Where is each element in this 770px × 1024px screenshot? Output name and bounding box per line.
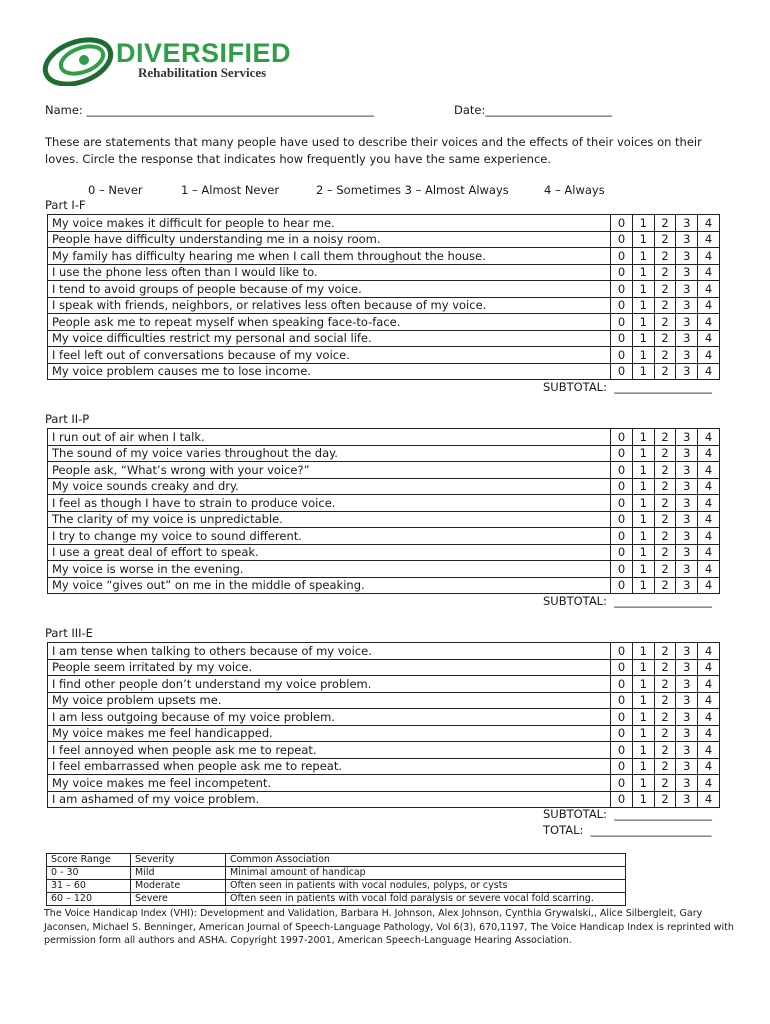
question-row: [48, 281, 720, 298]
response-option-2[interactable]: 2: [654, 347, 676, 364]
response-option-3[interactable]: 3: [676, 577, 698, 594]
part-2-subtotal[interactable]: SUBTOTAL: _________________: [543, 594, 713, 608]
response-option-2[interactable]: 2: [654, 330, 676, 347]
score-range: 31 – 60: [47, 880, 131, 893]
response-option-1[interactable]: 1: [632, 215, 654, 232]
response-option-1[interactable]: 1: [632, 692, 654, 709]
response-option-1[interactable]: 1: [632, 725, 654, 742]
question-text: The clarity of my voice is unpredictable.: [48, 511, 611, 528]
response-option-1[interactable]: 1: [632, 791, 654, 808]
response-option-0[interactable]: 0: [611, 742, 633, 759]
response-option-0[interactable]: 0: [611, 462, 633, 479]
response-option-4[interactable]: 4: [698, 676, 720, 693]
response-option-0[interactable]: 0: [611, 330, 633, 347]
question-row: [48, 462, 720, 479]
response-option-1[interactable]: 1: [632, 248, 654, 265]
instructions-text: These are statements that many people have used to describe their voices and the effects of their voices on their loves. Circle the response that indicates how frequently you have the same experience.: [45, 135, 702, 166]
question-text: My voice makes me feel incompetent.: [48, 775, 611, 792]
response-option-3[interactable]: 3: [676, 231, 698, 248]
response-option-3[interactable]: 3: [676, 725, 698, 742]
response-option-3[interactable]: 3: [676, 561, 698, 578]
question-row: [48, 758, 720, 775]
question-text: People have difficulty understanding me in a noisy room.: [48, 231, 611, 248]
response-option-2[interactable]: 2: [654, 264, 676, 281]
question-text: I feel left out of conversations because of my voice.: [48, 347, 611, 364]
question-text: I tend to avoid groups of people because of my voice.: [48, 281, 611, 298]
response-option-2[interactable]: 2: [654, 528, 676, 545]
question-text: My voice difficulties restrict my personal and social life.: [48, 330, 611, 347]
response-option-4[interactable]: 4: [698, 478, 720, 495]
question-row: [48, 231, 720, 248]
response-option-3[interactable]: 3: [676, 347, 698, 364]
response-option-0[interactable]: 0: [611, 725, 633, 742]
score-header-association: Common Association: [226, 854, 626, 867]
question-text: The sound of my voice varies throughout the day.: [48, 445, 611, 462]
response-option-1[interactable]: 1: [632, 528, 654, 545]
response-option-4[interactable]: 4: [698, 692, 720, 709]
question-text: My voice “gives out” on me in the middle of speaking.: [48, 577, 611, 594]
response-option-1[interactable]: 1: [632, 775, 654, 792]
response-option-0[interactable]: 0: [611, 758, 633, 775]
response-option-3[interactable]: 3: [676, 758, 698, 775]
response-option-2[interactable]: 2: [654, 248, 676, 265]
question-row: [48, 215, 720, 232]
response-option-3[interactable]: 3: [676, 281, 698, 298]
total-field[interactable]: TOTAL: _____________________: [543, 823, 712, 837]
response-option-4[interactable]: 4: [698, 363, 720, 380]
question-row: [48, 643, 720, 660]
response-option-3[interactable]: 3: [676, 429, 698, 446]
question-text: I use a great deal of effort to speak.: [48, 544, 611, 561]
question-text: My family has difficulty hearing me when I call them throughout the house.: [48, 248, 611, 265]
response-option-3[interactable]: 3: [676, 709, 698, 726]
response-option-1[interactable]: 1: [632, 659, 654, 676]
question-text: My voice is worse in the evening.: [48, 561, 611, 578]
response-option-4[interactable]: 4: [698, 215, 720, 232]
response-option-3[interactable]: 3: [676, 445, 698, 462]
response-option-1[interactable]: 1: [632, 264, 654, 281]
response-option-4[interactable]: 4: [698, 791, 720, 808]
response-option-2[interactable]: 2: [654, 314, 676, 331]
response-option-0[interactable]: 0: [611, 215, 633, 232]
response-option-1[interactable]: 1: [632, 758, 654, 775]
response-option-0[interactable]: 0: [611, 314, 633, 331]
response-option-2[interactable]: 2: [654, 742, 676, 759]
response-option-2[interactable]: 2: [654, 231, 676, 248]
question-row: [48, 561, 720, 578]
response-option-1[interactable]: 1: [632, 297, 654, 314]
response-option-0[interactable]: 0: [611, 445, 633, 462]
response-option-3[interactable]: 3: [676, 248, 698, 265]
response-option-2[interactable]: 2: [654, 495, 676, 512]
response-option-4[interactable]: 4: [698, 544, 720, 561]
response-option-3[interactable]: 3: [676, 511, 698, 528]
response-option-2[interactable]: 2: [654, 215, 676, 232]
question-row: [48, 429, 720, 446]
response-option-4[interactable]: 4: [698, 445, 720, 462]
score-severity: Mild: [131, 867, 226, 880]
question-row: [48, 775, 720, 792]
response-option-0[interactable]: 0: [611, 692, 633, 709]
response-option-4[interactable]: 4: [698, 725, 720, 742]
date-field[interactable]: Date:______________________: [454, 103, 612, 117]
response-option-3[interactable]: 3: [676, 264, 698, 281]
score-association: Often seen in patients with vocal nodules, polyps, or cysts: [226, 880, 626, 893]
response-option-3[interactable]: 3: [676, 495, 698, 512]
response-option-2[interactable]: 2: [654, 511, 676, 528]
question-row: [48, 725, 720, 742]
question-row: [48, 363, 720, 380]
response-option-3[interactable]: 3: [676, 676, 698, 693]
response-option-4[interactable]: 4: [698, 742, 720, 759]
response-option-1[interactable]: 1: [632, 495, 654, 512]
logo-title: DIVERSIFIED: [116, 38, 292, 68]
response-option-2[interactable]: 2: [654, 709, 676, 726]
response-option-3[interactable]: 3: [676, 330, 698, 347]
part-2-table: [47, 428, 720, 594]
response-option-2[interactable]: 2: [654, 775, 676, 792]
question-text: My voice problem upsets me.: [48, 692, 611, 709]
response-option-4[interactable]: 4: [698, 347, 720, 364]
question-text: I am ashamed of my voice problem.: [48, 791, 611, 808]
response-option-4[interactable]: 4: [698, 709, 720, 726]
response-option-0[interactable]: 0: [611, 709, 633, 726]
response-option-4[interactable]: 4: [698, 330, 720, 347]
response-option-2[interactable]: 2: [654, 297, 676, 314]
question-row: [48, 692, 720, 709]
question-row: [48, 709, 720, 726]
question-text: My voice problem causes me to lose income.: [48, 363, 611, 380]
response-option-2[interactable]: 2: [654, 363, 676, 380]
question-row: [48, 659, 720, 676]
question-text: I am tense when talking to others because of my voice.: [48, 643, 611, 660]
question-text: I run out of air when I talk.: [48, 429, 611, 446]
response-option-4[interactable]: 4: [698, 577, 720, 594]
response-option-0[interactable]: 0: [611, 363, 633, 380]
part-3-table: [47, 642, 720, 808]
response-option-0[interactable]: 0: [611, 561, 633, 578]
response-option-1[interactable]: 1: [632, 429, 654, 446]
response-option-3[interactable]: 3: [676, 692, 698, 709]
question-text: I speak with friends, neighbors, or relatives less often because of my voice.: [48, 297, 611, 314]
score-severity: Moderate: [131, 880, 226, 893]
question-text: People seem irritated by my voice.: [48, 659, 611, 676]
response-option-0[interactable]: 0: [611, 577, 633, 594]
response-option-0[interactable]: 0: [611, 659, 633, 676]
response-option-4[interactable]: 4: [698, 758, 720, 775]
response-option-3[interactable]: 3: [676, 314, 698, 331]
question-text: I try to change my voice to sound different.: [48, 528, 611, 545]
response-option-0[interactable]: 0: [611, 264, 633, 281]
response-option-1[interactable]: 1: [632, 478, 654, 495]
response-option-2[interactable]: 2: [654, 478, 676, 495]
response-option-4[interactable]: 4: [698, 775, 720, 792]
response-option-4[interactable]: 4: [698, 528, 720, 545]
score-row: [47, 893, 626, 906]
question-text: I am less outgoing because of my voice problem.: [48, 709, 611, 726]
question-text: My voice makes it difficult for people to hear me.: [48, 215, 611, 232]
response-option-0[interactable]: 0: [611, 544, 633, 561]
response-option-0[interactable]: 0: [611, 676, 633, 693]
question-row: [48, 347, 720, 364]
response-option-1[interactable]: 1: [632, 709, 654, 726]
response-option-1[interactable]: 1: [632, 281, 654, 298]
score-range: 60 – 120: [47, 893, 131, 906]
question-row: [48, 314, 720, 331]
part-3-subtotal[interactable]: SUBTOTAL: _________________: [543, 807, 713, 821]
question-row: [48, 264, 720, 281]
response-option-2[interactable]: 2: [654, 692, 676, 709]
question-text: I feel annoyed when people ask me to repeat.: [48, 742, 611, 759]
response-option-1[interactable]: 1: [632, 742, 654, 759]
question-row: [48, 528, 720, 545]
response-option-0[interactable]: 0: [611, 297, 633, 314]
score-range-table: [46, 853, 626, 906]
response-option-2[interactable]: 2: [654, 462, 676, 479]
scale-almost-never: 1 – Almost Never: [181, 183, 280, 197]
logo-subtitle: Rehabilitation Services: [138, 65, 267, 80]
response-option-1[interactable]: 1: [632, 363, 654, 380]
question-row: [48, 511, 720, 528]
response-option-1[interactable]: 1: [632, 445, 654, 462]
response-option-0[interactable]: 0: [611, 347, 633, 364]
response-option-4[interactable]: 4: [698, 659, 720, 676]
question-row: [48, 544, 720, 561]
response-option-1[interactable]: 1: [632, 511, 654, 528]
response-option-4[interactable]: 4: [698, 231, 720, 248]
response-option-4[interactable]: 4: [698, 314, 720, 331]
scale-sometimes-almost-always: 2 – Sometimes 3 – Almost Always: [316, 183, 509, 197]
response-option-1[interactable]: 1: [632, 231, 654, 248]
response-option-2[interactable]: 2: [654, 725, 676, 742]
response-option-4[interactable]: 4: [698, 511, 720, 528]
response-option-2[interactable]: 2: [654, 561, 676, 578]
response-option-3[interactable]: 3: [676, 215, 698, 232]
response-option-3[interactable]: 3: [676, 297, 698, 314]
response-option-2[interactable]: 2: [654, 429, 676, 446]
question-text: I find other people don’t understand my voice problem.: [48, 676, 611, 693]
part-1-title: Part I-F: [45, 198, 86, 212]
response-option-1[interactable]: 1: [632, 561, 654, 578]
response-option-0[interactable]: 0: [611, 478, 633, 495]
response-option-0[interactable]: 0: [611, 429, 633, 446]
response-option-2[interactable]: 2: [654, 659, 676, 676]
response-option-3[interactable]: 3: [676, 363, 698, 380]
name-field[interactable]: Name: __________________________________________________: [45, 103, 374, 117]
response-option-1[interactable]: 1: [632, 577, 654, 594]
score-association: Minimal amount of handicap: [226, 867, 626, 880]
response-option-3[interactable]: 3: [676, 775, 698, 792]
response-option-4[interactable]: 4: [698, 248, 720, 265]
part-3-title: Part III-E: [45, 626, 93, 640]
response-option-1[interactable]: 1: [632, 330, 654, 347]
response-option-2[interactable]: 2: [654, 676, 676, 693]
score-row: [47, 867, 626, 880]
response-option-1[interactable]: 1: [632, 314, 654, 331]
question-text: My voice sounds creaky and dry.: [48, 478, 611, 495]
response-option-0[interactable]: 0: [611, 791, 633, 808]
score-header-row: [47, 854, 626, 867]
response-option-4[interactable]: 4: [698, 643, 720, 660]
response-option-2[interactable]: 2: [654, 445, 676, 462]
part-2-title: Part II-P: [45, 412, 90, 426]
scale-never: 0 – Never: [88, 183, 143, 197]
response-option-2[interactable]: 2: [654, 643, 676, 660]
question-row: [48, 297, 720, 314]
question-row: [48, 791, 720, 808]
response-option-1[interactable]: 1: [632, 643, 654, 660]
response-option-0[interactable]: 0: [611, 528, 633, 545]
score-association: Often seen in patients with vocal fold paralysis or severe vocal fold scarring.: [226, 893, 626, 906]
question-row: [48, 742, 720, 759]
response-option-2[interactable]: 2: [654, 544, 676, 561]
question-row: [48, 676, 720, 693]
response-option-3[interactable]: 3: [676, 462, 698, 479]
response-option-4[interactable]: 4: [698, 429, 720, 446]
response-option-3[interactable]: 3: [676, 791, 698, 808]
response-option-2[interactable]: 2: [654, 758, 676, 775]
response-option-0[interactable]: 0: [611, 231, 633, 248]
response-option-2[interactable]: 2: [654, 577, 676, 594]
response-option-1[interactable]: 1: [632, 347, 654, 364]
response-option-0[interactable]: 0: [611, 248, 633, 265]
question-row: [48, 495, 720, 512]
response-option-0[interactable]: 0: [611, 775, 633, 792]
question-text: I feel as though I have to strain to produce voice.: [48, 495, 611, 512]
response-option-4[interactable]: 4: [698, 281, 720, 298]
score-row: [47, 880, 626, 893]
part-1-table: [47, 214, 720, 380]
response-option-3[interactable]: 3: [676, 742, 698, 759]
response-option-0[interactable]: 0: [611, 281, 633, 298]
citation-text: The Voice Handicap Index (VHI): Development and Validation, Barbara H. Johnson, Alex Johnson, Cynthia Grywalski,, Alice Silbergleit, Gary Jaconsen, Michael S. Benninger, American Journal of Speech-Language Pathology, Vol 6(3), 670,1197, The Voice Handicap Index is reprinted with permission form all authors and ASHA. Copyright 1997-2001, American Speech-Language Hearing Association.: [44, 908, 734, 946]
score-severity: Severe: [131, 893, 226, 906]
score-header-severity: Severity: [131, 854, 226, 867]
question-row: [48, 330, 720, 347]
company-logo: [38, 34, 328, 86]
question-text: I feel embarrassed when people ask me to repeat.: [48, 758, 611, 775]
question-text: People ask me to repeat myself when speaking face-to-face.: [48, 314, 611, 331]
response-option-3[interactable]: 3: [676, 528, 698, 545]
response-option-0[interactable]: 0: [611, 511, 633, 528]
response-option-3[interactable]: 3: [676, 544, 698, 561]
response-option-1[interactable]: 1: [632, 462, 654, 479]
question-text: People ask, “What’s wrong with your voice?”: [48, 462, 611, 479]
scale-always: 4 – Always: [544, 183, 605, 197]
response-option-4[interactable]: 4: [698, 462, 720, 479]
response-option-4[interactable]: 4: [698, 495, 720, 512]
question-text: I use the phone less often than I would like to.: [48, 264, 611, 281]
score-header-range: Score Range: [47, 854, 131, 867]
response-option-4[interactable]: 4: [698, 264, 720, 281]
response-option-0[interactable]: 0: [611, 643, 633, 660]
response-option-3[interactable]: 3: [676, 659, 698, 676]
response-option-2[interactable]: 2: [654, 791, 676, 808]
response-option-1[interactable]: 1: [632, 676, 654, 693]
response-option-4[interactable]: 4: [698, 297, 720, 314]
part-1-subtotal[interactable]: SUBTOTAL: _________________: [543, 380, 713, 394]
response-option-1[interactable]: 1: [632, 544, 654, 561]
response-option-4[interactable]: 4: [698, 561, 720, 578]
response-option-3[interactable]: 3: [676, 643, 698, 660]
logo-swoosh-icon: [38, 34, 118, 86]
score-range: 0 - 30: [47, 867, 131, 880]
response-option-3[interactable]: 3: [676, 478, 698, 495]
question-row: [48, 478, 720, 495]
question-row: [48, 445, 720, 462]
response-option-0[interactable]: 0: [611, 495, 633, 512]
question-row: [48, 248, 720, 265]
question-row: [48, 577, 720, 594]
question-text: My voice makes me feel handicapped.: [48, 725, 611, 742]
response-option-2[interactable]: 2: [654, 281, 676, 298]
